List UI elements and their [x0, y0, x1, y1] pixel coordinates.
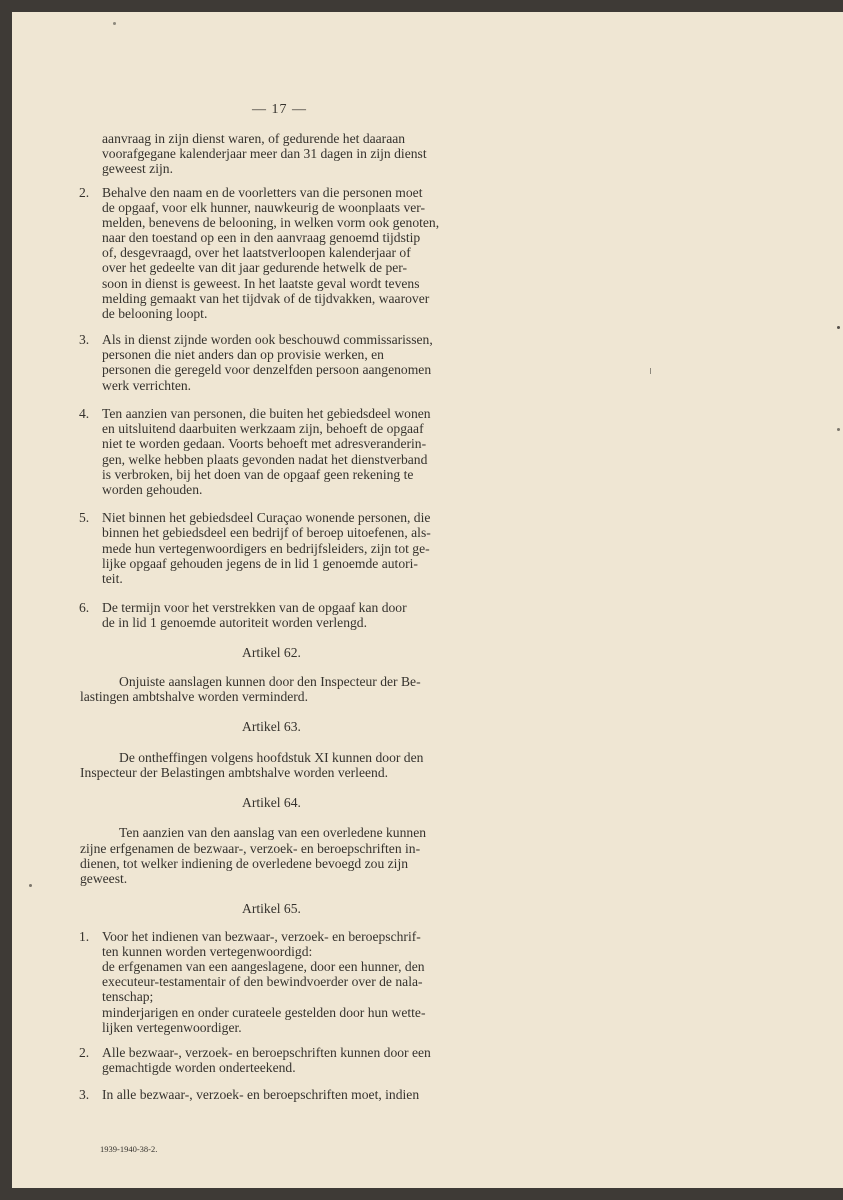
intro-line: geweest zijn. — [102, 161, 173, 176]
article-line: Onjuiste aanslagen kunnen door den Inspecteur der Be- — [119, 674, 421, 689]
item-line: Alle bezwaar-, verzoek- en beroepschriften kunnen door een — [102, 1045, 431, 1060]
item-line: de opgaaf, voor elk hunner, nauwkeurig de woonplaats ver- — [102, 200, 426, 215]
item-line: werk verrichten. — [102, 378, 192, 393]
article-heading: Artikel 62. — [242, 645, 301, 660]
intro-line: aanvraag in zijn dienst waren, of gedurende het daaraan — [102, 131, 406, 146]
article-heading: Artikel 64. — [242, 795, 301, 810]
paper-speck — [113, 22, 116, 25]
paper-speck — [837, 428, 840, 431]
item-line: lijke opgaaf gehouden jegens de in lid 1 genoemde autori- — [102, 556, 418, 571]
item-line: Voor het indienen van bezwaar-, verzoek- en beroepschrif- — [102, 929, 421, 944]
item-line: personen die niet anders dan op provisie werken, en — [102, 347, 384, 362]
item-line: Ten aanzien van personen, die buiten het gebiedsdeel wonen — [102, 406, 431, 421]
item-line: de in lid 1 genoemde autoriteit worden verlengd. — [102, 615, 367, 630]
page-number: — 17 — — [252, 102, 307, 117]
item-line: de erfgenamen van een aangeslagene, door een hunner, den — [102, 959, 425, 974]
article-heading: Artikel 65. — [242, 901, 301, 916]
item-number: 4. — [79, 406, 90, 421]
item-line: De termijn voor het verstrekken van de opgaaf kan door — [102, 600, 407, 615]
article-line: De ontheffingen volgens hoofdstuk XI kunnen door den — [119, 750, 424, 765]
item-line: melding gemaakt van het tijdvak of de tijdvakken, waarover — [102, 291, 430, 306]
article-line: lastingen ambtshalve worden verminderd. — [80, 689, 309, 704]
item-line: binnen het gebiedsdeel een bedrijf of beroep uitoefenen, als- — [102, 525, 431, 540]
intro-line: voorafgegane kalenderjaar meer dan 31 dagen in zijn dienst — [102, 146, 427, 161]
item-line: Behalve den naam en de voorletters van die personen moet — [102, 185, 423, 200]
item-number: 3. — [79, 1087, 90, 1102]
item-line: melden, benevens de belooning, in welken vorm ook genoten, — [102, 215, 440, 230]
item-line: mede hun vertegenwoordigers en bedrijfsleiders, zijn tot ge- — [102, 541, 430, 556]
item-line: Niet binnen het gebiedsdeel Curaçao wonende personen, die — [102, 510, 431, 525]
item-line: Als in dienst zijnde worden ook beschouwd commissarissen, — [102, 332, 433, 347]
item-line: naar den toestand op een in den aanvraag genoemd tijdstip — [102, 230, 421, 245]
item-number: 6. — [79, 600, 90, 615]
item-line: lijken vertegenwoordiger. — [102, 1020, 242, 1035]
item-number: 1. — [79, 929, 90, 944]
article-line: Inspecteur der Belastingen ambtshalve worden verleend. — [80, 765, 389, 780]
item-line: soon in dienst is geweest. In het laatste geval wordt tevens — [102, 276, 420, 291]
paper-speck — [837, 326, 840, 329]
footer-code: 1939-1940-38-2. — [100, 1144, 158, 1154]
item-line: de belooning loopt. — [102, 306, 208, 321]
article-line: geweest. — [80, 871, 128, 886]
item-line: gen, welke hebben plaats gevonden nadat het dienstverband — [102, 452, 428, 467]
item-line: en uitsluitend daarbuiten werkzaam zijn, behoeft de opgaaf — [102, 421, 424, 436]
item-line: executeur-testamentair of den bewindvoerder over de nala- — [102, 974, 423, 989]
item-line: is verbroken, bij het doen van de opgaaf geen rekening te — [102, 467, 414, 482]
item-line: worden gehouden. — [102, 482, 203, 497]
article-line: zijne erfgenamen de bezwaar-, verzoek- en beroepschriften in- — [80, 841, 421, 856]
paper-speck — [650, 368, 651, 374]
item-line: gemachtigde worden onderteekend. — [102, 1060, 296, 1075]
article-heading: Artikel 63. — [242, 719, 301, 734]
item-number: 2. — [79, 1045, 90, 1060]
item-line: teit. — [102, 571, 123, 586]
item-line: tenschap; — [102, 989, 154, 1004]
item-line: minderjarigen en onder curateele gestelden door hun wette- — [102, 1005, 426, 1020]
article-line: dienen, tot welker indiening de overledene bevoegd zou zijn — [80, 856, 409, 871]
item-line: In alle bezwaar-, verzoek- en beroepschriften moet, indien — [102, 1087, 420, 1102]
item-line: over het gedeelte van dit jaar gedurende hetwelk de per- — [102, 260, 408, 275]
item-number: 2. — [79, 185, 90, 200]
document-page — [12, 12, 843, 1188]
item-line: ten kunnen worden vertegenwoordigd: — [102, 944, 313, 959]
item-line: of, desgevraagd, over het laatstverloopen kalenderjaar of — [102, 245, 411, 260]
item-line: niet te worden gedaan. Voorts behoeft met adresveranderin- — [102, 436, 427, 451]
article-line: Ten aanzien van den aanslag van een overledene kunnen — [119, 825, 427, 840]
paper-speck — [29, 884, 32, 887]
item-number: 3. — [79, 332, 90, 347]
item-line: personen die geregeld voor denzelfden persoon aangenomen — [102, 362, 432, 377]
item-number: 5. — [79, 510, 90, 525]
